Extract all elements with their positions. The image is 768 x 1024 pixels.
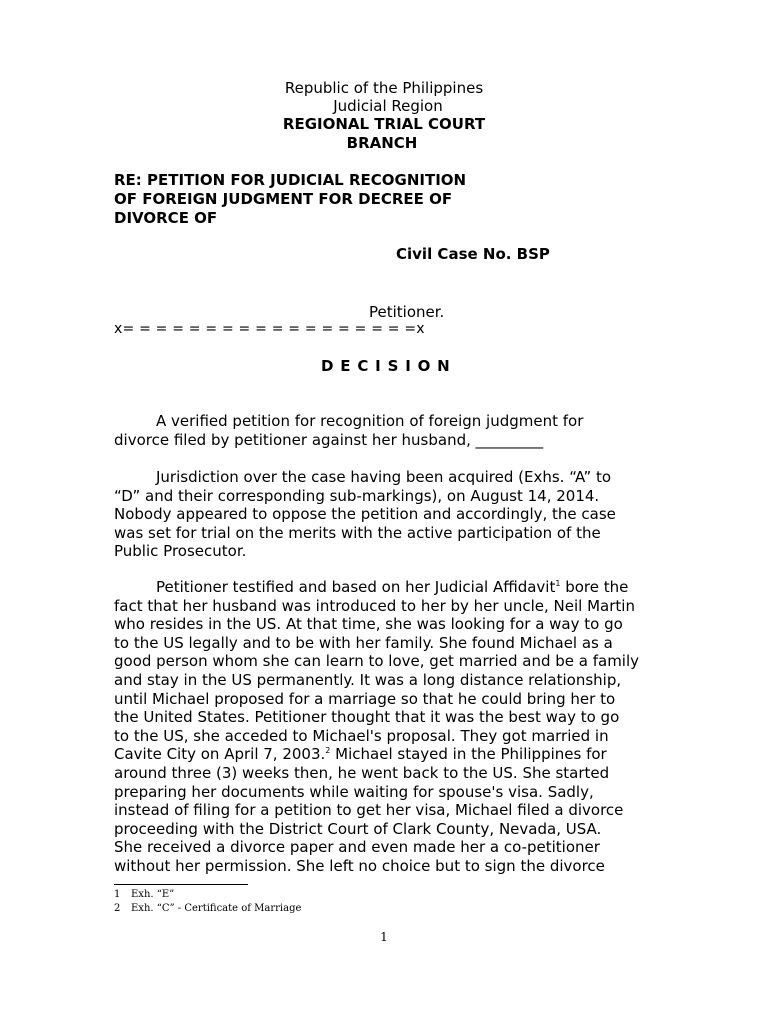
p1-line: A verified petition for recognition of foreign judgment for (156, 412, 584, 430)
p3-line: who resides in the US. At that time, she was looking for a way to go (114, 615, 623, 634)
footnote-text: Exh. “E” (131, 889, 175, 900)
re-line-2: OF FOREIGN JUDGMENT FOR DECREE OF (114, 190, 453, 208)
p3-line: preparing her documents while waiting for spouse's visa. Sadly, (114, 782, 594, 801)
p3-line: instead of filing for a petition to get her visa, Michael filed a divorce (114, 801, 624, 820)
p2-line: was set for trial on the merits with the active participation of the (114, 523, 601, 542)
p3-line: to the US legally and to be with her family. She found Michael as a (114, 633, 613, 652)
decision-title: D E C I S I O N (321, 357, 451, 375)
header-republic: Republic of the Philippines (284, 79, 484, 97)
p3-line: until Michael proposed for a marriage so that he could bring her to (114, 689, 616, 708)
separator-line: x= = = = = = = = = = = = = = = = = =x (114, 321, 425, 337)
p3-text: bore the (560, 578, 629, 596)
paragraph-1 (114, 412, 654, 449)
p3-text: Cavite City on April 7, 2003. (114, 745, 326, 764)
p3-line: around three (3) weeks then, he went back to the US. She started (114, 763, 610, 782)
footnote-1 (114, 889, 174, 900)
header-judicial-region: Judicial Region (333, 97, 443, 115)
p2-line: Jurisdiction over the case having been acquired (Exhs. “A” to (156, 468, 612, 486)
footnote-text: Exh. “C” - Certificate of Marriage (131, 903, 302, 914)
footnote-number: 1 (114, 889, 121, 900)
header-branch: BRANCH (346, 134, 418, 152)
re-line-1: RE: PETITION FOR JUDICIAL RECOGNITION (114, 171, 467, 189)
p3-line (114, 745, 654, 764)
p2-line: Nobody appeared to oppose the petition and accordingly, the case (114, 505, 616, 524)
footnote-ref-2: 2 (325, 746, 331, 756)
re-line-3: DIVORCE OF (114, 209, 218, 227)
p3-line: without her permission. She left no choice but to sign the divorce (114, 856, 605, 875)
civil-case-number: Civil Case No. BSP (396, 245, 550, 263)
paragraph-3 (114, 578, 654, 876)
p3-line: She received a divorce paper and even made her a co-petitioner (114, 838, 600, 857)
p3-line: and stay in the US permanently. It was a long distance relationship, (114, 670, 622, 689)
p3-line (114, 578, 654, 597)
page-number: 1 (380, 930, 388, 944)
p2-line: Public Prosecutor. (114, 542, 247, 561)
petitioner-label: Petitioner. (369, 303, 445, 321)
p3-line: the United States. Petitioner thought that it was the best way to go (114, 708, 620, 727)
footnote-number: 2 (114, 903, 121, 914)
paragraph-2 (114, 468, 654, 561)
p3-text: Michael stayed in the Philippines for (330, 745, 607, 764)
header-court: REGIONAL TRIAL COURT (282, 115, 486, 133)
footnote-divider (114, 884, 248, 885)
footnote-2 (114, 903, 301, 914)
p3-line: to the US, she acceded to Michael's proposal. They got married in (114, 726, 609, 745)
footnote-ref-1: 1 (555, 579, 561, 588)
p1-line: divorce filed by petitioner against her husband, _________ (114, 430, 544, 449)
p3-line: fact that her husband was introduced to her by her uncle, Neil Martin (114, 596, 635, 615)
p3-text: Petitioner testified and based on her Judicial Affidavit (156, 578, 556, 596)
p2-line: “D” and their corresponding sub-markings), on August 14, 2014. (114, 486, 600, 505)
p3-line: proceeding with the District Court of Clark County, Nevada, USA. (114, 819, 602, 838)
p3-line: good person whom she can learn to love, get married and be a family (114, 652, 640, 671)
